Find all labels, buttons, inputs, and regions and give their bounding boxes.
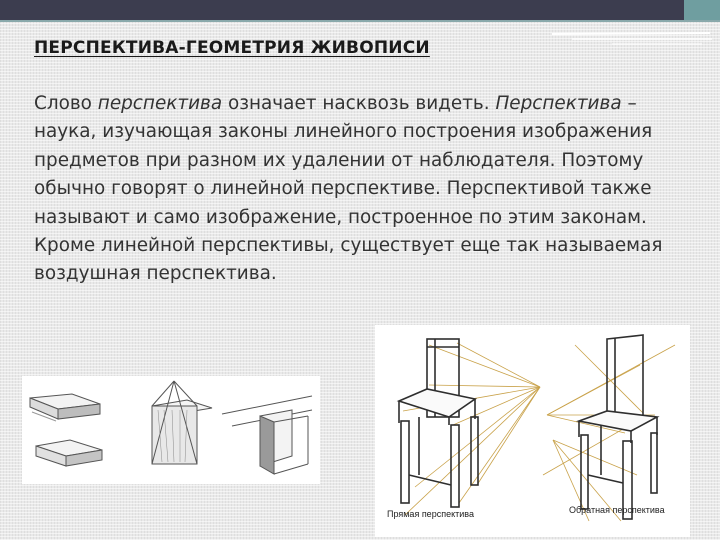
text-italic-term: Перспектива bbox=[495, 93, 622, 114]
caption-reverse-perspective: Обратная перспектива bbox=[569, 505, 665, 515]
slide-body-text bbox=[34, 90, 684, 289]
text-run: – наука, изучающая законы линейного построения изображения предметов при разном их удалении от наблюдателя. Поэтому обычно говорят о линейной перспективе. Перспективой также называют и само изображение, построенное по этим законам. Кроме линейной перспективы, существует еще так называемая воздушная перспектива. bbox=[34, 93, 663, 285]
chair-perspective-image bbox=[375, 325, 690, 537]
sketch-drawing bbox=[22, 376, 320, 484]
text-run: означает насквозь видеть. bbox=[222, 93, 496, 114]
text-word: Слово bbox=[34, 93, 98, 114]
perspective-sketches-image bbox=[22, 376, 320, 484]
decorative-lines bbox=[552, 30, 712, 48]
top-bar-rule bbox=[0, 20, 720, 22]
top-bar-accent bbox=[684, 0, 720, 20]
caption-direct-perspective: Прямая перспектива bbox=[387, 509, 474, 519]
slide-title: ПЕРСПЕКТИВА-ГЕОМЕТРИЯ ЖИВОПИСИ bbox=[34, 38, 430, 58]
text-italic-term: перспектива bbox=[97, 93, 223, 114]
top-bar bbox=[0, 0, 720, 20]
